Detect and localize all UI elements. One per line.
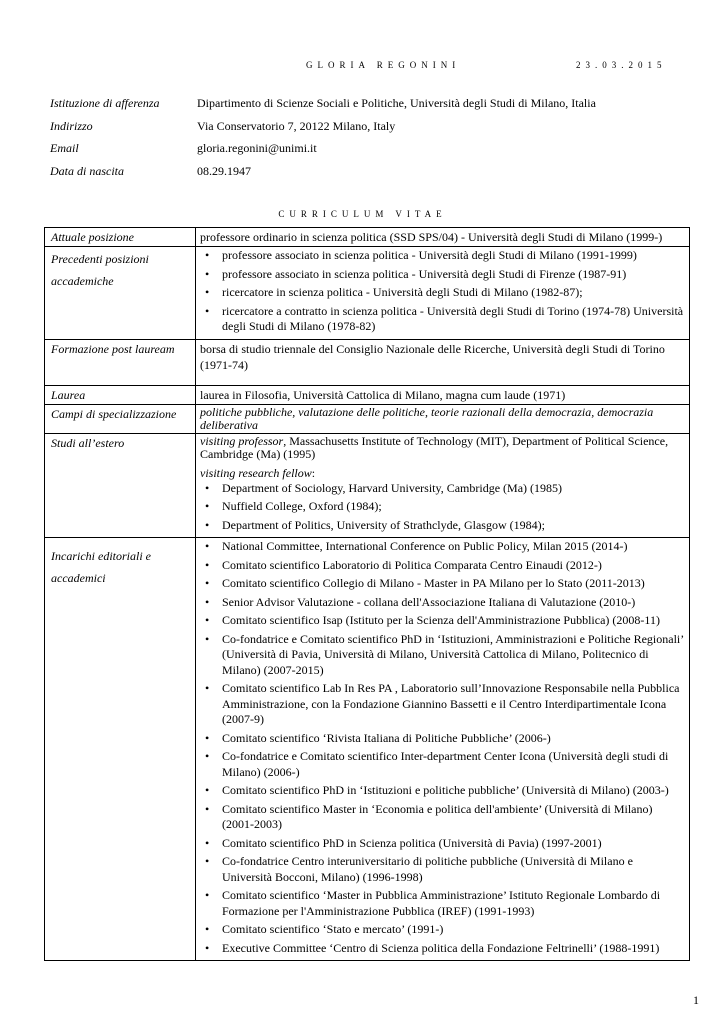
cv-row-attuale xyxy=(45,228,690,247)
row-label: Attuale posizione xyxy=(45,228,196,247)
list-item: • Department of Sociology, Harvard University, Cambridge (Ma) (1985) xyxy=(200,481,685,497)
list-item: • Senior Advisor Valutazione - collana dell'Associazione Italiana di Valutazione (2010-) xyxy=(200,595,685,611)
info-row-indirizzo xyxy=(50,119,690,142)
row-label: Studi all’estero xyxy=(45,433,196,538)
list-item: • Comitato scientifico Lab In Res PA , Laboratorio sull’Innovazione Responsabile nella Pubblica Amministrazione, con la Fondazione Giannino Bassetti e il Centro Interdipartimentale Icona (2007-9) xyxy=(200,681,685,728)
row-value: professore ordinario in scienza politica (SSD SPS/04) - Università degli Studi di Milano (1999-) xyxy=(196,228,690,247)
visiting-fellow-colon: : xyxy=(311,465,316,480)
list-item: • Co-fondatrice e Comitato scientifico PhD in ‘Istituzioni, Amministrazioni e Politiche Regionali’ (Università di Pavia, Università di Milano, Università Cattolica di Milano, Politecnico di Milano) (2007-2015) xyxy=(200,632,685,679)
list-item: • ricercatore in scienza politica - Università degli Studi di Milano (1982-87); xyxy=(200,285,685,301)
cv-row-campi xyxy=(45,404,690,433)
cv-row-precedenti xyxy=(45,247,690,340)
row-label: Laurea xyxy=(45,385,196,404)
incarichi-list xyxy=(200,539,685,956)
row-label xyxy=(45,247,196,340)
row-label: Formazione post lauream xyxy=(45,339,196,385)
info-value: gloria.regonini@unimi.it xyxy=(197,141,317,155)
visiting-professor-role: visiting professor xyxy=(200,433,284,448)
personal-info xyxy=(50,96,690,186)
row-value: borsa di studio triennale del Consiglio Nazionale delle Ricerche, Università degli Studi di Torino (1971-74) xyxy=(196,339,690,385)
list-item: • Comitato scientifico Master in ‘Economia e politica dell'ambiente’ (Università di Milano) (2001-2003) xyxy=(200,802,685,833)
visiting-professor xyxy=(200,435,685,461)
cv-row-incarichi xyxy=(45,538,690,961)
info-label: Istituzione di afferenza xyxy=(50,96,160,110)
list-item: • National Committee, International Conference on Public Policy, Milan 2015 (2014-) xyxy=(200,539,685,555)
list-item: • Comitato scientifico ‘Rivista Italiana di Politiche Pubbliche’ (2006-) xyxy=(200,731,685,747)
info-row-email xyxy=(50,141,690,164)
row-label-text: Precedenti posizioni accademiche xyxy=(51,252,149,288)
cv-row-formazione xyxy=(45,339,690,385)
cv-table xyxy=(44,227,690,961)
info-value: Via Conservatorio 7, 20122 Milano, Italy xyxy=(197,118,396,133)
visiting-research-fellow xyxy=(200,465,685,481)
row-value xyxy=(196,433,690,538)
cv-title: CURRICULUM VITAE xyxy=(278,209,447,219)
list-item: • Comitato scientifico Laboratorio di Politica Comparata Centro Einaudi (2012-) xyxy=(200,558,685,574)
list-item: • Comitato scientifico Isap (Istituto per la Scienza dell'Amministrazione Pubblica) (2008-11) xyxy=(200,613,685,629)
info-value: Dipartimento di Scienze Sociali e Politiche, Università degli Studi di Milano, Italia xyxy=(197,96,596,110)
row-label-text: Incarichi editoriali e accademici xyxy=(51,549,151,585)
list-item: • Executive Committee ‘Centro di Scienza politica della Fondazione Feltrinelli’ (1988-1991) xyxy=(200,941,685,957)
list-item: • professore associato in scienza politica - Università degli Studi di Firenze (1987-91) xyxy=(200,267,685,283)
list-item: • Comitato scientifico PhD in ‘Istituzioni e politiche pubbliche’ (Università di Milano) (2003-) xyxy=(200,783,685,799)
list-item: • Co-fondatrice Centro interuniversitario di politiche pubbliche (Università di Milano e Università Bocconi, Milano) (1996-1998) xyxy=(200,854,685,885)
list-item: • Comitato scientifico PhD in Scienza politica (Università di Pavia) (1997-2001) xyxy=(200,836,685,852)
page-number: 1 xyxy=(693,993,699,1007)
row-label xyxy=(45,538,196,961)
list-item: • Comitato scientifico ‘Stato e mercato’ (1991-) xyxy=(200,922,685,938)
list-item: • Comitato scientifico ‘Master in Pubblica Amministrazione’ Istituto Regionale Lombardo di Formazione per l'Amministrazione Pubblica (IREF) (1991-1993) xyxy=(200,888,685,919)
precedenti-list xyxy=(200,248,685,335)
list-item: • Co-fondatrice e Comitato scientifico Inter-department Center Icona (Università degli studi di Milano) (2006-) xyxy=(200,749,685,780)
list-item: • Department of Politics, University of Strathclyde, Glasgow (1984); xyxy=(200,518,685,534)
row-label: Campi di specializzazione xyxy=(45,404,196,433)
cv-row-estero xyxy=(45,433,690,538)
header-name: GLORIA REGONINI xyxy=(306,60,461,70)
cv-row-laurea xyxy=(45,385,690,404)
visiting-fellow-role: visiting research fellow xyxy=(200,465,312,480)
info-label: Indirizzo xyxy=(50,118,93,133)
row-value xyxy=(196,538,690,961)
list-item: • professore associato in scienza politica - Università degli Studi di Milano (1991-1999) xyxy=(200,248,685,264)
list-item: • Nuffield College, Oxford (1984); xyxy=(200,499,685,515)
visiting-professor-text: , Massachusetts Institute of Technology (MIT), Department of Political Science, Cambridge (Ma) (1995) xyxy=(200,433,669,461)
info-label: Email xyxy=(50,141,79,155)
row-value: politiche pubbliche, valutazione delle politiche, teorie razionali della democrazia, democrazia deliberativa xyxy=(196,404,690,433)
info-label: Data di nascita xyxy=(50,163,124,178)
row-value: laurea in Filosofia, Università Cattolica di Milano, magna cum laude (1971) xyxy=(196,385,690,404)
info-row-istituzione xyxy=(50,96,690,119)
estero-list xyxy=(200,481,685,534)
row-value xyxy=(196,247,690,340)
list-item: • Comitato scientifico Collegio di Milano - Master in PA Milano per lo Stato (2011-2013) xyxy=(200,576,685,592)
header-date: 23.03.2015 xyxy=(576,60,667,70)
list-item: • ricercatore a contratto in scienza politica - Università degli Studi di Torino (1974-78) Università degli Studi di Milano (1978-82) xyxy=(200,304,685,335)
info-value: 08.29.1947 xyxy=(197,163,251,178)
info-row-nascita xyxy=(50,164,690,187)
